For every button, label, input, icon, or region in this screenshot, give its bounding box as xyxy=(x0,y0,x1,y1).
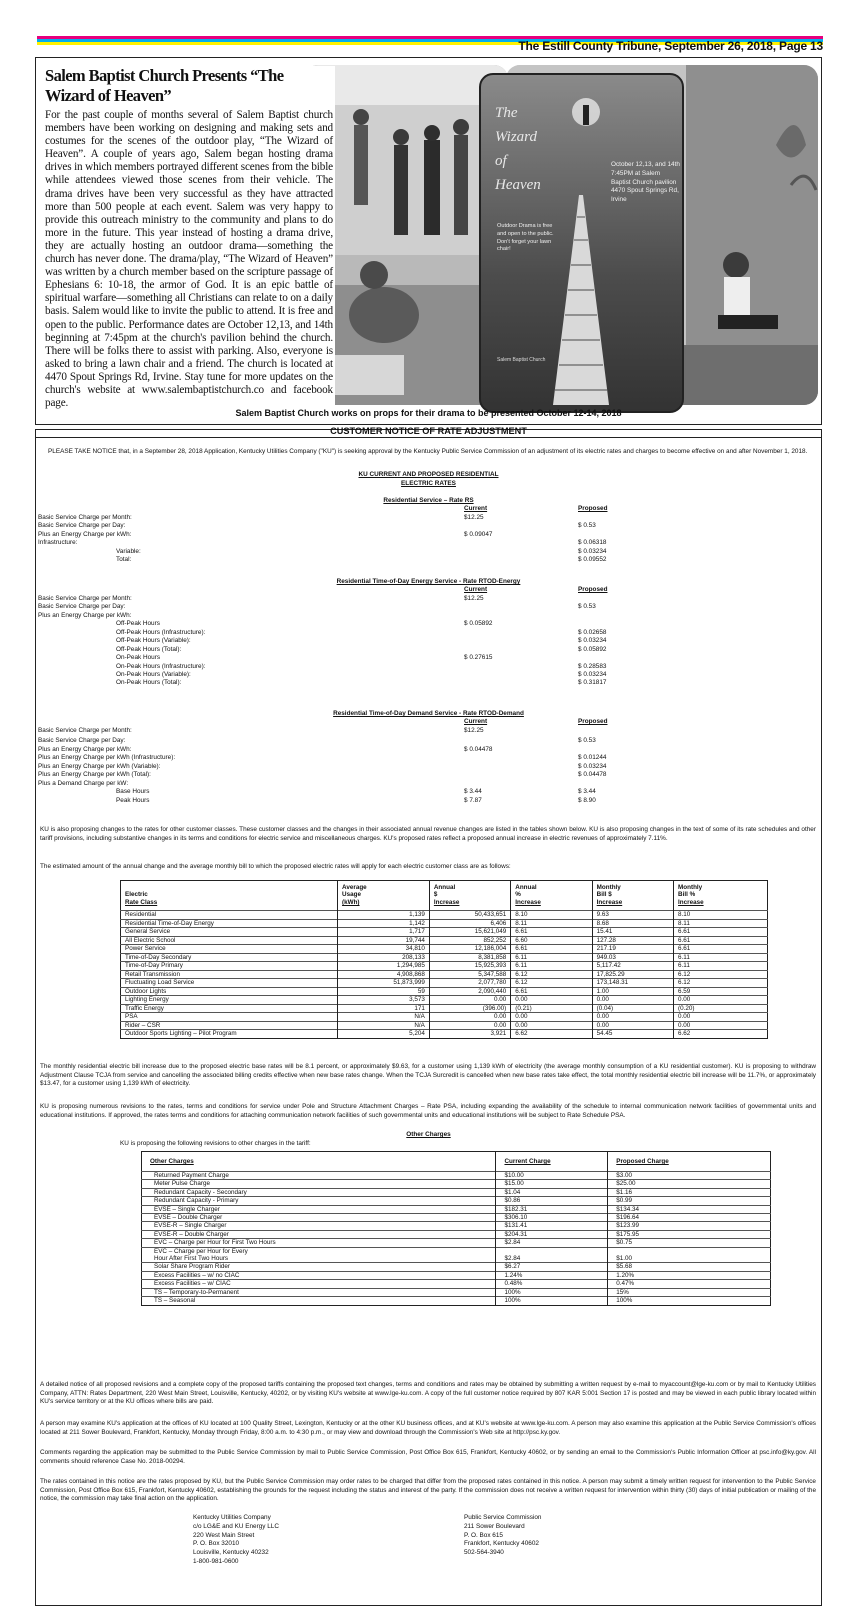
rate-row-proposed: $ 0.03234 xyxy=(578,637,607,645)
class-table-cell: 0.00 xyxy=(592,1013,673,1022)
class-table-header-line: Increase xyxy=(515,898,541,906)
other-charges-cell: $15.00 xyxy=(496,1180,608,1188)
rate-row-label: Off-Peak Hours (Variable): xyxy=(116,637,191,645)
rate-row-current: $12.25 xyxy=(464,726,484,734)
class-table-header-line: Average xyxy=(342,884,367,891)
class-table-row xyxy=(121,936,768,945)
col-current-label: Current xyxy=(464,586,488,594)
other-charges-header: Current Charge xyxy=(496,1152,608,1172)
class-table-cell: 54.45 xyxy=(592,1030,673,1039)
class-table-cell: 51,873,999 xyxy=(338,979,430,988)
class-table-cell: 217.19 xyxy=(592,945,673,954)
rate-row-current: $ 0.04478 xyxy=(464,745,493,753)
class-table-cell: 173,148.31 xyxy=(592,979,673,988)
other-charges-row xyxy=(142,1188,771,1196)
rate-row-label: Plus a Demand Charge per kW: xyxy=(38,779,129,787)
other-charges-cell: Excess Facilities – w/ no CIAC xyxy=(142,1271,496,1279)
other-charges-cell: Redundant Capacity - Primary xyxy=(142,1197,496,1205)
para-psa: KU is proposing numerous revisions to the rates, terms and conditions for service under Pole and Structure Attachment Charges – Rate PSA, including expanding the availability of the schedule to internal communication network facilities of governmental units and educational institutions. If approved, the rates terms and conditions for attaching communication network facilities of such governmental units and educational institutions will be subject to Rate Schedule PSA. xyxy=(40,1103,816,1119)
other-charges-cell: $306.10 xyxy=(496,1214,608,1222)
rate-row-label: Variable: xyxy=(116,547,141,555)
para-monthly-bill: The monthly residential electric bill increase due to the proposed electric base rates will be 8.1 percent, or approximately $9.63, for a customer using 1,139 kWh of electricity (the average monthly consumption of a KU residential customer). KU is proposing to withdraw Adjustment Clause TCJA from service and cancelling the associated billing credits effective when new base rates change. When the TCJA Surcredit is cancelled when new base rates take effect, the total monthly residential electric bill increase will be 11.7%, or approximately $13.47, for a customer using 1,139 kWh of electricity. xyxy=(40,1063,816,1088)
other-charges-cell: $10.00 xyxy=(496,1172,608,1180)
poster-title: The Wizard of Heaven xyxy=(495,105,541,193)
other-charges-header: Proposed Charge xyxy=(608,1152,771,1172)
other-charges-row xyxy=(142,1288,771,1296)
class-table-cell: Outdoor Sports Lighting – Pilot Program xyxy=(121,1030,338,1039)
rate-row-label: Plus an Energy Charge per kWh (Infrastructure): xyxy=(38,754,176,762)
other-charges-cell: 100% xyxy=(496,1288,608,1296)
class-table-cell: 1.00 xyxy=(592,987,673,996)
class-table-header-line: Monthly xyxy=(678,884,703,891)
class-table-row xyxy=(121,1030,768,1039)
other-charges-row xyxy=(142,1239,771,1247)
class-table-cell: 12,186,004 xyxy=(429,945,510,954)
class-table-header-line: $ xyxy=(433,891,438,899)
other-charges-intro: KU is proposing the following revisions to other charges in the tariff: xyxy=(120,1140,311,1147)
story-body: For the past couple of months several of Salem Baptist church members have been working on designing and making sets and costumes for the scenes of the outdoor play, “The Wizard of Heaven”. A couple of years ago, Salem began hosting drama drives in which members portrayed different scenes from the bible while attendees viewed those scenes from their vehicle. The drama drives have been very successful as they have attracted more than 500 people at each event. Salem was very happy to provide this outreach ministry to the community and plans to do more in the future. This year instead of hosting a drama drive, they are actually hosting an outdoor drama—something the church has never done. The drama/play, “The Wizard of Heaven” was written by a church member based on the scripture passage of Ephesians 6: 10-18, the armor of God. It is an epic battle of spiritual warfare—something all Christians can relate to on a daily basis. Salem would like to invite the public to attend. It is free and open to the public. Performance dates are October 12,13, and 14th beginning at 7:45pm at the church's pavilion behind the church. There will be folks there to assist with parking. Also, everyone is asked to bring a lawn chair and a friend. The church is located at 4470 Spout Springs Rd, Irvine. Stay tune for more updates on the church's website at www.salembaptistchurch.co and facebook page. xyxy=(45,109,333,410)
notice-title-divider xyxy=(36,437,821,438)
rates-heading xyxy=(36,471,821,488)
other-charges-cell: Solar Share Program Rider xyxy=(142,1263,496,1271)
other-charges-heading: Other Charges xyxy=(406,1131,451,1138)
class-table-cell: 0.00 xyxy=(592,1021,673,1030)
rate-row-proposed: $ 0.31817 xyxy=(578,679,607,687)
class-table-cell: 4,908,868 xyxy=(338,970,430,979)
rates-heading-line-1: KU CURRENT AND PROPOSED RESIDENTIAL xyxy=(358,471,499,478)
other-charges-cell: EVSE-R – Double Charger xyxy=(142,1230,496,1238)
rate-section-heading: Residential Time-of-Day Demand Service - Rate RTOD-Demand xyxy=(333,710,524,717)
other-charges-cell: TS – Temporary-to-Permanent xyxy=(142,1288,496,1296)
address-ku: Kentucky Utilities Company c/o LG&E and KU Energy LLC 220 West Main Street P. O. Box 32010 Louisville, Kentucky 40232 1-800-981-0600 xyxy=(193,1514,279,1565)
rate-row-label: Plus an Energy Charge per kWh: xyxy=(38,745,132,753)
class-table-cell: 127.28 xyxy=(592,936,673,945)
class-table-header xyxy=(429,881,510,911)
other-charges-cell: $1.16 xyxy=(608,1188,771,1196)
other-charges-cell: $3.00 xyxy=(608,1172,771,1180)
other-charges-row xyxy=(142,1230,771,1238)
other-charges-cell: TS – Seasonal xyxy=(142,1297,496,1305)
class-table-header-line: Bill % xyxy=(678,891,696,899)
figure-in-light xyxy=(571,97,601,137)
class-table-cell: (0.20) xyxy=(674,1004,768,1013)
other-charges-cell: EVSE – Single Charger xyxy=(142,1205,496,1213)
class-table-cell: All Electric School xyxy=(121,936,338,945)
class-table-cell: Outdoor Lights xyxy=(121,987,338,996)
class-table-row xyxy=(121,970,768,979)
class-table-cell: 8,381,858 xyxy=(429,953,510,962)
col-current-label: Current xyxy=(464,718,488,726)
col-proposed-label: Proposed xyxy=(578,586,608,594)
class-table-header-line: Annual xyxy=(515,884,537,891)
other-charges-cell: EVSE – Double Charger xyxy=(142,1214,496,1222)
other-charges-cell: $5.68 xyxy=(608,1263,771,1271)
class-table-cell: 0.00 xyxy=(674,1013,768,1022)
class-table-cell: 6.11 xyxy=(511,953,592,962)
rate-row-label: Infrastructure: xyxy=(38,539,78,547)
class-table-cell: 34,810 xyxy=(338,945,430,954)
other-charges-cell: $204.31 xyxy=(496,1230,608,1238)
rate-row-proposed: $ 0.04478 xyxy=(578,771,607,779)
class-table-cell: 0.00 xyxy=(511,1021,592,1030)
rate-row-label: On-Peak Hours (Total): xyxy=(116,679,182,687)
rate-row-proposed: $ 0.06318 xyxy=(578,539,607,547)
rate-section-heading: Residential Service – Rate RS xyxy=(383,497,474,504)
other-charges-cell: $0.99 xyxy=(608,1197,771,1205)
class-table-cell: 6.60 xyxy=(511,936,592,945)
class-table-cell: 0.00 xyxy=(511,996,592,1005)
other-charges-cell: EVSE-R – Single Charger xyxy=(142,1222,496,1230)
rate-row-label: Basic Service Charge per Day: xyxy=(38,522,126,530)
class-table-cell: 8.68 xyxy=(592,919,673,928)
col-proposed-label: Proposed xyxy=(578,505,608,513)
other-charges-cell: 0.47% xyxy=(608,1280,771,1288)
rate-adjustment-notice xyxy=(35,426,822,1606)
other-charges-cell: $1.00 xyxy=(608,1247,771,1263)
class-table-cell: Traffic Energy xyxy=(121,1004,338,1013)
rate-row-label: On-Peak Hours xyxy=(116,654,161,662)
para-estimated: The estimated amount of the annual change and the average monthly bill to which the proposed electric rates will apply for each electric customer class are as follows: xyxy=(40,863,511,870)
para-other-classes: KU is also proposing changes to the rates for other customer classes. These customer classes and the changes in their associated annual revenue changes are listed in the tables shown below. KU is also proposing changes in the text of some of its rate schedules and other tariff provisions, including substantive changes in its terms and conditions for electric service and miscellaneous charges. KU's proposed rates reflect a proposed annual increase in electric revenues of approximately 7.11%. xyxy=(40,826,816,842)
class-table-cell: 1,142 xyxy=(338,919,430,928)
class-table-cell: 0.00 xyxy=(429,1013,510,1022)
class-table-cell: 8.10 xyxy=(511,911,592,920)
class-table-cell: 6.61 xyxy=(674,928,768,937)
class-table-cell: General Service xyxy=(121,928,338,937)
rate-row-current: $ 0.27615 xyxy=(464,654,493,662)
rate-row-current: $12.25 xyxy=(464,513,484,521)
class-table-cell: Residential xyxy=(121,911,338,920)
event-poster xyxy=(479,73,684,413)
other-charges-cell: EVC – Charge per Hour for Every Hour After First Two Hours xyxy=(142,1247,496,1263)
other-charges-cell: 1.20% xyxy=(608,1271,771,1279)
class-table-row xyxy=(121,953,768,962)
rate-row-proposed: $ 0.03234 xyxy=(578,762,607,770)
rate-row-proposed: $ 0.53 xyxy=(578,522,596,530)
other-charges-row xyxy=(142,1271,771,1279)
poster-note: Outdoor Drama is free and open to the public. Don't forget your lawn chair! xyxy=(497,223,554,253)
rate-row-proposed: $ 0.01244 xyxy=(578,754,607,762)
class-table-header xyxy=(121,881,338,911)
class-table-row xyxy=(121,979,768,988)
other-charges-table xyxy=(141,1151,771,1306)
other-charges-cell: $175.95 xyxy=(608,1230,771,1238)
class-table-row xyxy=(121,987,768,996)
class-table-header-line: Increase xyxy=(433,898,460,906)
rate-row-proposed: $ 0.03234 xyxy=(578,670,607,678)
rate-row-proposed: $ 0.53 xyxy=(578,603,596,611)
rate-row-label: Off-Peak Hours (Total): xyxy=(116,645,182,653)
class-table-header-line: Monthly xyxy=(596,884,621,891)
class-table-cell: 17,825.29 xyxy=(592,970,673,979)
class-table-cell: 6.61 xyxy=(511,928,592,937)
rate-row-proposed: $ 0.02658 xyxy=(578,628,607,636)
rate-row-proposed: $ 0.03234 xyxy=(578,547,607,555)
para-detailed-notice: A detailed notice of all proposed revisions and a complete copy of the proposed tariffs containing the proposed text changes, terms and conditions and rates may be obtained by submitting a written request by e-mail to myaccount@lge-ku.com or by mail to Kentucky Utilities Company, ATTN: Rates Department, 220 West Main Street, Louisville, Kentucky, 40202, or by visiting KU's website at www.lge-ku.com. A copy of the full customer notice required by 807 KAR 5:001 Section 17 is posted and may be viewed in each public library located within KU's service territory or at the KU offices where bills are paid. xyxy=(40,1381,816,1406)
class-table-cell: N/A xyxy=(338,1021,430,1030)
class-table-row xyxy=(121,945,768,954)
class-table-cell: Lighting Energy xyxy=(121,996,338,1005)
class-table-cell: Fluctuating Load Service xyxy=(121,979,338,988)
stairway-graphic xyxy=(551,195,611,405)
rate-row-proposed: $ 0.09552 xyxy=(578,556,607,564)
rate-row-proposed: $ 3.44 xyxy=(578,788,596,796)
col-proposed-label: Proposed xyxy=(578,718,608,726)
class-table-cell: 5,204 xyxy=(338,1030,430,1039)
class-table-cell: 15,621,049 xyxy=(429,928,510,937)
class-table-header-line: Usage xyxy=(342,891,361,899)
class-table-cell: N/A xyxy=(338,1013,430,1022)
class-table-header-line: % xyxy=(515,891,521,899)
class-table-cell: 0.00 xyxy=(674,996,768,1005)
other-charges-cell: Excess Facilities – w/ CIAC xyxy=(142,1280,496,1288)
class-table-cell: 15,925,393 xyxy=(429,962,510,971)
other-charges-cell: $182.31 xyxy=(496,1205,608,1213)
class-table-cell: 852,252 xyxy=(429,936,510,945)
rate-row-current: $ 0.09047 xyxy=(464,530,493,538)
class-table-cell: 6.12 xyxy=(674,970,768,979)
class-table-cell: PSA xyxy=(121,1013,338,1022)
class-table-cell: (396.00) xyxy=(429,1004,510,1013)
other-charges-cell: 0.48% xyxy=(496,1280,608,1288)
other-charges-cell: $0.86 xyxy=(496,1197,608,1205)
notice-intro: PLEASE TAKE NOTICE that, in a September 28, 2018 Application, Kentucky Utilities Company ("KU") is seeking approval by the Kentucky Public Service Commission of an adjustment of its electric rates and charges to become effective on and after November 1, 2018. xyxy=(48,448,808,455)
class-table-header-line: Bill $ xyxy=(596,891,612,899)
class-table-cell: 0.00 xyxy=(511,1013,592,1022)
class-table-cell: 2,077,780 xyxy=(429,979,510,988)
class-table-cell: 6.62 xyxy=(511,1030,592,1039)
class-table-cell: 0.00 xyxy=(429,996,510,1005)
class-table-cell: 1,294,985 xyxy=(338,962,430,971)
other-charges-cell: $6.27 xyxy=(496,1263,608,1271)
class-table-cell: 171 xyxy=(338,1004,430,1013)
class-table-cell: 6.59 xyxy=(674,987,768,996)
rate-row-label: Basic Service Charge per Month: xyxy=(38,594,132,602)
para-comments: Comments regarding the application may be submitted to the Public Service Commission by mail to Public Service Commission, Post Office Box 615, Frankfort, Kentucky 40602, or by sending an email to the Commission's Public Information Officer at psc.info@ky.gov. All comments should reference Case No. 2018-00294. xyxy=(40,1449,816,1465)
other-charges-row xyxy=(142,1297,771,1305)
class-table-cell: 50,433,651 xyxy=(429,911,510,920)
other-charges-row xyxy=(142,1247,771,1263)
rate-row-label: Basic Service Charge per Month: xyxy=(38,726,132,734)
class-table-header xyxy=(511,881,592,911)
class-table-cell: 6,406 xyxy=(429,919,510,928)
rate-row-proposed: $ 8.90 xyxy=(578,796,596,804)
address-psc: Public Service Commission 211 Sower Boulevard P. O. Box 615 Frankfort, Kentucky 40602 502-564-3940 xyxy=(464,1514,542,1557)
notice-title: CUSTOMER NOTICE OF RATE ADJUSTMENT xyxy=(330,426,527,436)
class-table-cell: 6.61 xyxy=(674,945,768,954)
class-table-header xyxy=(338,881,430,911)
other-charges-cell: 1.24% xyxy=(496,1271,608,1279)
class-table-cell: Power Service xyxy=(121,945,338,954)
class-table-cell: 0.00 xyxy=(592,996,673,1005)
other-charges-row xyxy=(142,1222,771,1230)
class-table-cell: 19,744 xyxy=(338,936,430,945)
rate-row-current: $12.25 xyxy=(464,594,484,602)
other-charges-row xyxy=(142,1280,771,1288)
other-charges-header: Other Charges xyxy=(150,1158,194,1165)
class-table-header-line: Increase xyxy=(596,898,623,906)
class-table-header xyxy=(592,881,673,911)
rate-row-current: $ 3.44 xyxy=(464,788,482,796)
rate-row-label: Basic Service Charge per Day: xyxy=(38,603,126,611)
story-block xyxy=(35,57,822,425)
other-charges-row xyxy=(142,1172,771,1180)
class-table-header-line: (kWh) xyxy=(342,898,360,906)
class-table-cell: 6.11 xyxy=(674,953,768,962)
other-charges-cell: Returned Payment Charge xyxy=(142,1172,496,1180)
other-charges-cell: $0.75 xyxy=(608,1239,771,1247)
other-charges-cell: $2.84 xyxy=(496,1239,608,1247)
other-charges-cell: $134.34 xyxy=(608,1205,771,1213)
other-charges-cell: EVC – Charge per Hour for First Two Hours xyxy=(142,1239,496,1247)
class-table-cell: Rider – CSR xyxy=(121,1021,338,1030)
class-table-row xyxy=(121,1004,768,1013)
rate-row-label: Off-Peak Hours (Infrastructure): xyxy=(116,628,206,636)
rate-section-heading: Residential Time-of-Day Energy Service - Rate RTOD-Energy xyxy=(336,578,521,585)
class-table-row xyxy=(121,962,768,971)
class-table-header-line: Increase xyxy=(678,898,704,906)
rate-row-current: $ 0.05892 xyxy=(464,620,493,628)
class-table-cell: 6.62 xyxy=(674,1030,768,1039)
para-rates: The rates contained in this notice are the rates proposed by KU, but the Public Service Commission may order rates to be charged that differ from the proposed rates contained in this notice. A person may submit a timely written request for intervention to the Public Service Commission, Post Office Box 615, Frankfort, Kentucky 40602, establishing the grounds for the request including the status and interest of the party. If the commission does not receive a written request for intervention within thirty (30) days of initial publication or mailing of the notice, the commission may take final action on the application. xyxy=(40,1478,816,1503)
other-charges-cell: 15% xyxy=(608,1288,771,1296)
rate-row-label: Plus an Energy Charge per kWh (Variable): xyxy=(38,762,161,770)
poster-footer: Salem Baptist Church xyxy=(497,357,546,363)
rate-row-label: Basic Service Charge per Day: xyxy=(38,737,126,745)
class-table-cell: 6.12 xyxy=(511,970,592,979)
class-table-cell: (0.04) xyxy=(592,1004,673,1013)
class-table-row xyxy=(121,919,768,928)
class-table-cell: Time-of-Day Primary xyxy=(121,962,338,971)
rate-row-label: Plus an Energy Charge per kWh (Total): xyxy=(38,771,151,779)
class-table-cell: 6.12 xyxy=(674,979,768,988)
rates-heading-line-2: ELECTRIC RATES xyxy=(401,479,456,487)
class-table-cell: 2,090,440 xyxy=(429,987,510,996)
class-table-cell: 6.11 xyxy=(674,962,768,971)
rate-row-proposed: $ 0.53 xyxy=(578,737,596,745)
class-table-header xyxy=(674,881,768,911)
class-table-cell: 1,717 xyxy=(338,928,430,937)
rate-row-label: On-Peak Hours (Variable): xyxy=(116,670,191,678)
class-table-cell: Retail Transmission xyxy=(121,970,338,979)
class-table-cell: 3,573 xyxy=(338,996,430,1005)
rate-row-label: Peak Hours xyxy=(116,796,150,804)
other-charges-cell: $123.99 xyxy=(608,1222,771,1230)
class-table-cell: 6.11 xyxy=(511,962,592,971)
class-table-row xyxy=(121,1013,768,1022)
col-current-label: Current xyxy=(464,505,488,513)
other-charges-row xyxy=(142,1214,771,1222)
other-charges-row xyxy=(142,1205,771,1213)
class-table-cell: 9.63 xyxy=(592,911,673,920)
other-charges-cell: 100% xyxy=(496,1297,608,1305)
other-charges-cell: $131.41 xyxy=(496,1222,608,1230)
rate-row-label: Total: xyxy=(116,556,132,564)
other-charges-cell: $2.84 xyxy=(496,1247,608,1263)
masthead: The Estill County Tribune, September 26, 2018, Page 13 xyxy=(518,39,823,53)
other-charges-cell: $196.64 xyxy=(608,1214,771,1222)
class-table-cell: 208,133 xyxy=(338,953,430,962)
class-table-row xyxy=(121,911,768,920)
rate-row-label: Plus an Energy Charge per kWh: xyxy=(38,611,132,619)
class-table-cell: Residential Time-of-Day Energy xyxy=(121,919,338,928)
class-table-cell: 8.11 xyxy=(674,919,768,928)
class-table-cell: 8.10 xyxy=(674,911,768,920)
class-table-row xyxy=(121,1021,768,1030)
rate-row-proposed: $ 0.28583 xyxy=(578,662,607,670)
other-charges-cell: $25.00 xyxy=(608,1180,771,1188)
class-table-cell: 5,117.42 xyxy=(592,962,673,971)
other-charges-cell: Redundant Capacity - Secondary xyxy=(142,1188,496,1196)
rate-row-proposed: $ 0.05892 xyxy=(578,645,607,653)
class-table-cell: 0.00 xyxy=(674,1021,768,1030)
other-charges-row xyxy=(142,1180,771,1188)
class-table-cell: 0.00 xyxy=(429,1021,510,1030)
class-table-cell: 3,921 xyxy=(429,1030,510,1039)
class-table-row xyxy=(121,928,768,937)
other-charges-cell: $1.04 xyxy=(496,1188,608,1196)
other-charges-row xyxy=(142,1263,771,1271)
story-text-box xyxy=(45,66,335,411)
other-charges-row xyxy=(142,1197,771,1205)
class-increase-table xyxy=(120,880,768,1039)
class-table-cell: 949.03 xyxy=(592,953,673,962)
photo-caption: Salem Baptist Church works on props for their drama to be presented October 12-14, 2018 xyxy=(235,408,622,418)
class-table-cell: 1,139 xyxy=(338,911,430,920)
class-table-cell: 6.61 xyxy=(674,936,768,945)
class-table-header-line: Electric xyxy=(125,891,148,899)
rate-row-label: Off-Peak Hours xyxy=(116,620,160,628)
rate-row-label: On-Peak Hours (Infrastructure): xyxy=(116,662,206,670)
class-table-row xyxy=(121,996,768,1005)
other-charges-cell: Meter Pulse Charge xyxy=(142,1180,496,1188)
class-table-cell: 15.41 xyxy=(592,928,673,937)
class-table-cell: Time-of-Day Secondary xyxy=(121,953,338,962)
other-charges-cell: 100% xyxy=(608,1297,771,1305)
class-table-cell: (0.21) xyxy=(511,1004,592,1013)
poster-dates: October 12,13, and 14th 7:45PM at Salem Baptist Church pavilion 4470 Spout Springs Rd, Irvine xyxy=(611,161,680,204)
para-examine: A person may examine KU's application at the offices of KU located at 100 Quality Street, Lexington, Kentucky or at the other KU business offices, and at KU's website at www.lge-ku.com. A person may also examine this application at the Public Service Commission's offices located at 211 Sower Boulevard, Frankfort, Kentucky, Monday through Friday, 8:00 a.m. to 4:30 p.m., or may view and download through the Commission's Web site at http://psc.ky.gov. xyxy=(40,1420,816,1436)
class-table-cell: 6.12 xyxy=(511,979,592,988)
class-table-header-line: Rate Class xyxy=(125,898,158,906)
rate-row-current: $ 7.87 xyxy=(464,796,482,804)
class-table-cell: 8.11 xyxy=(511,919,592,928)
class-table-cell: 5,347,588 xyxy=(429,970,510,979)
class-table-header-line: Annual xyxy=(433,884,456,891)
class-table-cell: 6.61 xyxy=(511,987,592,996)
class-table-cell: 59 xyxy=(338,987,430,996)
story-headline: Salem Baptist Church Presents “The Wizard of Heaven” xyxy=(45,66,284,105)
rate-row-label: Plus an Energy Charge per kWh: xyxy=(38,530,132,538)
rate-row-label: Base Hours xyxy=(116,788,150,796)
rate-row-label: Basic Service Charge per Month: xyxy=(38,513,132,521)
class-table-cell: 6.61 xyxy=(511,945,592,954)
